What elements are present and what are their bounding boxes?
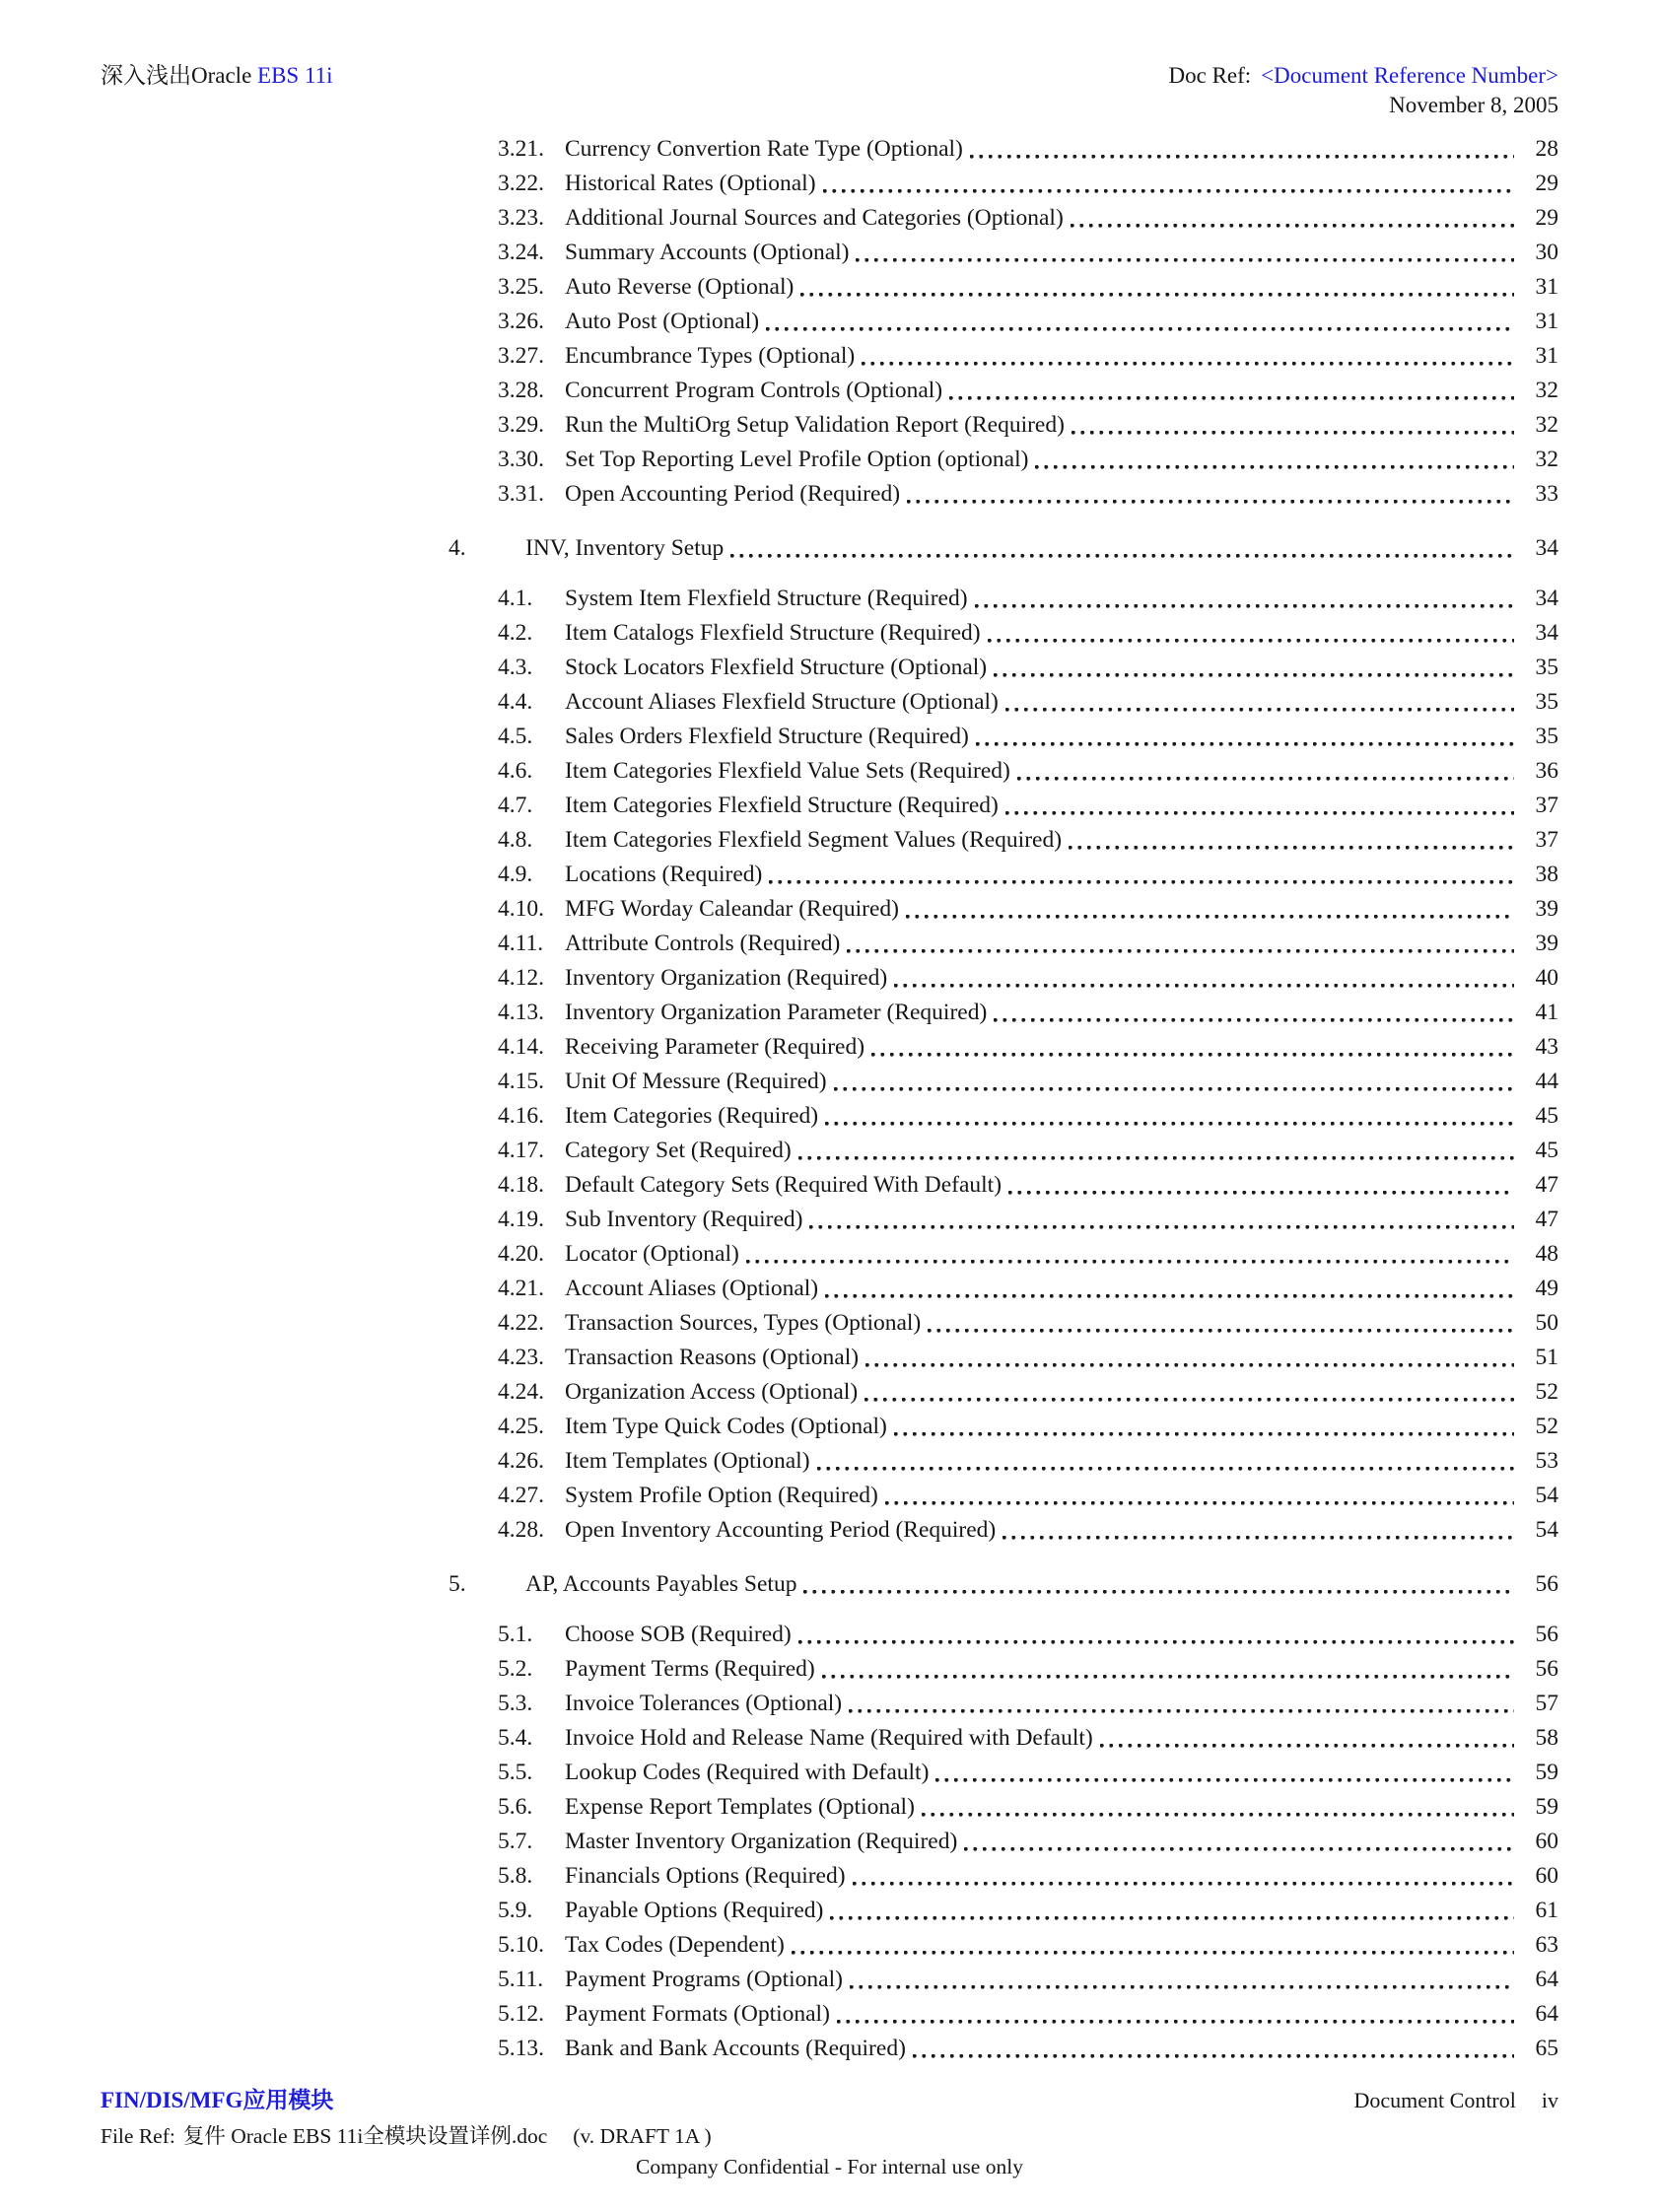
toc-entry-page: 31 — [1535, 274, 1558, 300]
toc-entry-number: 4.16. — [498, 1103, 544, 1129]
toc-entry-number: 3.26. — [498, 309, 544, 334]
file-ref-value: 复件 Oracle EBS 11i全模块设置详例.doc — [182, 2124, 548, 2148]
toc-leader-dots — [975, 582, 1514, 616]
toc-entry[interactable] — [101, 374, 1558, 408]
toc-leader-dots — [798, 1618, 1514, 1652]
toc-entry[interactable] — [101, 1513, 1558, 1548]
toc-leader-dots — [1071, 201, 1514, 236]
toc-leader-dots — [864, 1375, 1514, 1410]
toc-entry-number: 4.12. — [498, 965, 544, 991]
toc-entry-page: 35 — [1535, 689, 1558, 715]
toc-leader-dots — [800, 270, 1514, 305]
toc-entry[interactable] — [101, 1203, 1558, 1237]
toc-entry-title: Open Accounting Period (Required) — [565, 481, 901, 507]
toc-entry-page: 47 — [1535, 1207, 1558, 1232]
toc-entry-page: 34 — [1535, 586, 1558, 611]
toc-leader-dots — [798, 1134, 1514, 1168]
toc-entry-number: 3.25. — [498, 274, 544, 300]
toc-entry-number: 4.19. — [498, 1207, 544, 1232]
toc-entry-page: 56 — [1535, 1656, 1558, 1682]
toc-entry-page: 59 — [1535, 1760, 1558, 1785]
toc-entry-number: 3.28. — [498, 378, 544, 403]
module-label: FIN/DIS/MFG应用模块 — [101, 2088, 334, 2112]
toc-entry-title: Auto Post (Optional) — [565, 309, 760, 334]
toc-entry-page: 51 — [1535, 1345, 1558, 1370]
toc-leader-dots — [907, 477, 1514, 512]
toc-entry-title: Default Category Sets (Required With Default) — [565, 1172, 1002, 1198]
toc-leader-dots — [906, 892, 1514, 927]
toc-entry[interactable] — [101, 1444, 1558, 1479]
toc-entry-title: AP, Accounts Payables Setup — [525, 1571, 797, 1597]
toc-entry-title: Payment Terms (Required) — [565, 1656, 815, 1682]
toc-entry-title: Choose SOB (Required) — [565, 1622, 792, 1647]
toc-leader-dots — [1017, 754, 1514, 789]
toc-entry-title: Payment Formats (Optional) — [565, 2001, 830, 2027]
toc-leader-dots — [885, 1479, 1514, 1513]
toc-entry[interactable] — [101, 1652, 1558, 1687]
toc-entry[interactable] — [101, 1859, 1558, 1894]
toc-leader-dots — [746, 1237, 1514, 1272]
toc-leader-dots — [769, 858, 1514, 892]
toc-entry-page: 28 — [1535, 136, 1558, 162]
doc-ref-label: Doc Ref: — [1168, 63, 1252, 88]
toc-entry-number: 5.8. — [498, 1863, 533, 1889]
toc-entry[interactable] — [101, 1894, 1558, 1928]
toc-entry[interactable] — [101, 720, 1558, 754]
toc-entry-title: Auto Reverse (Optional) — [565, 274, 795, 300]
toc-leader-dots — [976, 720, 1514, 754]
toc-entry-number: 4.24. — [498, 1379, 544, 1405]
toc-entry-title: Concurrent Program Controls (Optional) — [565, 378, 943, 403]
toc-entry-page: 61 — [1535, 1898, 1558, 1923]
toc-entry-title: Item Categories Flexfield Value Sets (Required) — [565, 758, 1010, 784]
toc-entry-title: Invoice Tolerances (Optional) — [565, 1691, 843, 1716]
toc-entry-page: 37 — [1535, 793, 1558, 818]
toc-leader-dots — [994, 996, 1514, 1030]
toc-leader-dots — [1005, 685, 1514, 720]
toc-entry-title: Account Aliases Flexfield Structure (Optional) — [565, 689, 999, 715]
toc-entry-title: Sales Orders Flexfield Structure (Required) — [565, 724, 969, 749]
toc-leader-dots — [928, 1306, 1514, 1341]
toc-entry-page: 54 — [1535, 1517, 1558, 1543]
toc-entry-title: Payment Programs (Optional) — [565, 1967, 843, 1992]
toc-entry-number: 4.26. — [498, 1448, 544, 1474]
toc-entry-title: Account Aliases (Optional) — [565, 1276, 819, 1301]
toc-entry[interactable] — [101, 2032, 1558, 2066]
document-date: November 8, 2005 — [1389, 93, 1558, 117]
toc-entry-title: Expense Report Templates (Optional) — [565, 1794, 915, 1820]
toc-entry-number: 4.10. — [498, 896, 544, 922]
toc-entry-page: 60 — [1535, 1829, 1558, 1854]
toc-entry-number: 5.3. — [498, 1691, 533, 1716]
toc-entry-page: 56 — [1535, 1571, 1558, 1597]
toc-entry[interactable] — [101, 443, 1558, 477]
toc-entry-title: Additional Journal Sources and Categories (Optional) — [565, 205, 1064, 231]
toc-entry-title: Encumbrance Types (Optional) — [565, 343, 856, 369]
toc-entry[interactable] — [101, 132, 1558, 167]
toc-leader-dots — [847, 927, 1514, 961]
toc-entry-number: 4.15. — [498, 1069, 544, 1094]
toc-leader-dots — [1100, 1721, 1514, 1756]
toc-entry[interactable] — [101, 1410, 1558, 1444]
doc-ref — [1169, 63, 1559, 89]
toc-leader-dots — [853, 1859, 1514, 1894]
toc-entry-page: 44 — [1535, 1069, 1558, 1094]
toc-entry-title: Item Categories (Required) — [565, 1103, 819, 1129]
toc-entry-number: 4.18. — [498, 1172, 544, 1198]
toc-entry-title: Historical Rates (Optional) — [565, 171, 816, 196]
toc-entry-title: System Profile Option (Required) — [565, 1483, 878, 1508]
toc-entry-number: 5.13. — [498, 2036, 544, 2061]
toc-entry[interactable] — [101, 892, 1558, 927]
toc-entry-number: 4.6. — [498, 758, 533, 784]
toc-entry-page: 39 — [1535, 896, 1558, 922]
confidentiality-notice: Company Confidential - For internal use only — [636, 2155, 1023, 2178]
toc-entry-number: 4.23. — [498, 1345, 544, 1370]
toc — [101, 132, 1558, 2066]
toc-entry-title: Invoice Hold and Release Name (Required with Default) — [565, 1725, 1093, 1751]
toc-leader-dots — [871, 1030, 1514, 1065]
footer-first-line — [101, 2082, 1558, 2114]
document-control-label: Document Control — [1353, 2088, 1516, 2112]
toc-entry[interactable] — [101, 305, 1558, 339]
toc-entry-page: 60 — [1535, 1863, 1558, 1889]
toc-entry-page: 31 — [1535, 343, 1558, 369]
toc-leader-dots — [988, 616, 1514, 651]
toc-entry[interactable] — [101, 582, 1558, 616]
toc-entry-number: 4.11. — [498, 931, 544, 956]
toc-entry[interactable] — [101, 1825, 1558, 1859]
toc-entry-page: 64 — [1535, 1967, 1558, 1992]
toc-entry-number: 3.23. — [498, 205, 544, 231]
toc-leader-dots — [823, 167, 1514, 201]
toc-entry-page: 49 — [1535, 1276, 1558, 1301]
toc-leader-dots — [1008, 1168, 1514, 1203]
toc-entry[interactable] — [101, 1997, 1558, 2032]
toc-leader-dots — [913, 2032, 1514, 2066]
toc-entry-number: 4.21. — [498, 1276, 544, 1301]
toc-leader-dots — [792, 1928, 1514, 1963]
toc-leader-dots — [766, 305, 1514, 339]
toc-leader-dots — [803, 1567, 1514, 1602]
toc-entry-title: Organization Access (Optional) — [565, 1379, 859, 1405]
toc-entry[interactable] — [101, 236, 1558, 270]
toc-entry-page: 32 — [1535, 447, 1558, 472]
toc-entry[interactable] — [101, 270, 1558, 305]
toc-entry[interactable] — [101, 167, 1558, 201]
toc-entry-title: Category Set (Required) — [565, 1138, 792, 1163]
toc-entry-page: 45 — [1535, 1103, 1558, 1129]
toc-entry-number: 3.22. — [498, 171, 544, 196]
toc-entry-page: 53 — [1535, 1448, 1558, 1474]
toc-entry[interactable] — [101, 1168, 1558, 1203]
toc-entry-number: 5. — [449, 1571, 466, 1597]
toc-leader-dots — [1035, 443, 1514, 477]
toc-entry-page: 50 — [1535, 1310, 1558, 1336]
toc-entry-title: Open Inventory Accounting Period (Required) — [565, 1517, 997, 1543]
toc-entry-page: 29 — [1535, 205, 1558, 231]
toc-entry-number: 3.31. — [498, 481, 544, 507]
toc-entry-number: 4.8. — [498, 827, 533, 853]
toc-entry-number: 4.17. — [498, 1138, 544, 1163]
toc-entry-page: 32 — [1535, 378, 1558, 403]
toc-entry[interactable] — [101, 201, 1558, 236]
toc-leader-dots — [730, 531, 1514, 566]
document-control — [1354, 2088, 1559, 2113]
toc-entry-page: 40 — [1535, 965, 1558, 991]
toc-entry[interactable] — [101, 339, 1558, 374]
toc-leader-dots — [850, 1963, 1514, 1997]
toc-entry-number: 4.3. — [498, 655, 533, 680]
toc-leader-dots — [865, 1341, 1514, 1375]
toc-entry-page: 58 — [1535, 1725, 1558, 1751]
toc-entry[interactable] — [101, 927, 1558, 961]
toc-entry-page: 54 — [1535, 1483, 1558, 1508]
toc-entry[interactable] — [101, 685, 1558, 720]
toc-entry[interactable] — [101, 1479, 1558, 1513]
toc-entry-page: 35 — [1535, 655, 1558, 680]
toc-leader-dots — [935, 1756, 1514, 1790]
toc-entry-title: Locations (Required) — [565, 862, 763, 887]
toc-leader-dots — [862, 339, 1514, 374]
page-header — [101, 57, 1558, 90]
document-title — [101, 57, 333, 90]
toc-entry-number: 4. — [449, 535, 466, 561]
toc-entry[interactable] — [101, 1928, 1558, 1963]
toc-entry-page: 33 — [1535, 481, 1558, 507]
toc-entry-title: Tax Codes (Dependent) — [565, 1932, 785, 1958]
toc-entry-title: Bank and Bank Accounts (Required) — [565, 2036, 906, 2061]
toc-entry-number: 4.5. — [498, 724, 533, 749]
page-footer — [101, 2082, 1558, 2179]
toc-leader-dots — [949, 374, 1514, 408]
toc-entry[interactable] — [101, 754, 1558, 789]
toc-entry-number: 5.12. — [498, 2001, 544, 2027]
toc-entry-page: 30 — [1535, 240, 1558, 265]
toc-entry[interactable] — [101, 1306, 1558, 1341]
toc-entry-title: Item Categories Flexfield Structure (Required) — [565, 793, 999, 818]
toc-leader-dots — [809, 1203, 1514, 1237]
toc-entry-number: 5.6. — [498, 1794, 533, 1820]
toc-entry[interactable] — [101, 1721, 1558, 1756]
toc-entry[interactable] — [101, 408, 1558, 443]
toc-entry-title: Item Catalogs Flexfield Structure (Required) — [565, 620, 981, 646]
toc-entry-number: 4.25. — [498, 1414, 544, 1439]
toc-section-entry[interactable] — [101, 531, 1558, 566]
toc-entry-title: Transaction Reasons (Optional) — [565, 1345, 860, 1370]
toc-entry-page: 39 — [1535, 931, 1558, 956]
toc-entry[interactable] — [101, 1963, 1558, 1997]
toc-entry-page: 35 — [1535, 724, 1558, 749]
toc-leader-dots — [1069, 823, 1514, 858]
toc-entry-number: 3.29. — [498, 412, 544, 438]
page-number-roman: iv — [1541, 2088, 1558, 2112]
toc-entry-title: Inventory Organization Parameter (Required) — [565, 1000, 988, 1025]
toc-entry-number: 4.9. — [498, 862, 533, 887]
file-ref-line — [101, 2119, 1558, 2150]
toc-leader-dots — [1071, 408, 1514, 443]
document-title-product: EBS 11i — [257, 63, 333, 88]
toc-entry[interactable] — [101, 1237, 1558, 1272]
toc-entry-number: 5.9. — [498, 1898, 533, 1923]
toc-leader-dots — [894, 961, 1514, 996]
toc-entry-page: 32 — [1535, 412, 1558, 438]
toc-entry-page: 45 — [1535, 1138, 1558, 1163]
toc-entry-title: Lookup Codes (Required with Default) — [565, 1760, 930, 1785]
toc-entry-title: Item Type Quick Codes (Optional) — [565, 1414, 887, 1439]
toc-entry-number: 4.28. — [498, 1517, 544, 1543]
toc-entry[interactable] — [101, 1756, 1558, 1790]
toc-leader-dots — [830, 1894, 1514, 1928]
toc-leader-dots — [1005, 789, 1514, 823]
toc-entry-title: Set Top Reporting Level Profile Option (optional) — [565, 447, 1029, 472]
toc-entry-page: 29 — [1535, 171, 1558, 196]
toc-leader-dots — [849, 1687, 1514, 1721]
toc-entry-number: 4.2. — [498, 620, 533, 646]
toc-entry-page: 43 — [1535, 1034, 1558, 1060]
toc-entry-title: Locator (Optional) — [565, 1241, 739, 1267]
toc-entry-title: Unit Of Messure (Required) — [565, 1069, 827, 1094]
toc-entry-number: 5.2. — [498, 1656, 533, 1682]
toc-entry-title: INV, Inventory Setup — [525, 535, 725, 561]
toc-leader-dots — [994, 651, 1514, 685]
document-title-prefix: 深入浅出Oracle — [101, 63, 258, 88]
toc-entry-title: Item Categories Flexfield Segment Values (Required) — [565, 827, 1063, 853]
toc-entry[interactable] — [101, 1790, 1558, 1825]
toc-entry-title: Transaction Sources, Types (Optional) — [565, 1310, 922, 1336]
toc-entry-number: 3.24. — [498, 240, 544, 265]
toc-entry-title: Attribute Controls (Required) — [565, 931, 841, 956]
toc-section-entry[interactable] — [101, 1567, 1558, 1602]
toc-entry-number: 4.4. — [498, 689, 533, 715]
toc-leader-dots — [825, 1272, 1514, 1306]
toc-entry-number: 3.21. — [498, 136, 544, 162]
toc-entry-number: 5.5. — [498, 1760, 533, 1785]
toc-entry-number: 5.1. — [498, 1622, 533, 1647]
toc-entry[interactable] — [101, 1272, 1558, 1306]
toc-entry-title: Payable Options (Required) — [565, 1898, 824, 1923]
toc-entry-page: 34 — [1535, 620, 1558, 646]
toc-entry[interactable] — [101, 477, 1558, 512]
toc-entry-page: 63 — [1535, 1932, 1558, 1958]
toc-entry-title: Financials Options (Required) — [565, 1863, 846, 1889]
toc-entry-title: Receiving Parameter (Required) — [565, 1034, 865, 1060]
toc-leader-dots — [817, 1444, 1514, 1479]
toc-entry-number: 5.4. — [498, 1725, 533, 1751]
file-ref-label: File Ref: — [101, 2124, 175, 2148]
toc-entry[interactable] — [101, 616, 1558, 651]
toc-entry[interactable] — [101, 1375, 1558, 1410]
version-label: (v. DRAFT 1A ) — [573, 2124, 712, 2148]
toc-entry-page: 48 — [1535, 1241, 1558, 1267]
toc-entry-page: 41 — [1535, 1000, 1558, 1025]
toc-entry-title: Sub Inventory (Required) — [565, 1207, 803, 1232]
toc-entry-title: Inventory Organization (Required) — [565, 965, 888, 991]
toc-entry[interactable] — [101, 651, 1558, 685]
toc-entry[interactable] — [101, 1618, 1558, 1652]
toc-entry-number: 4.1. — [498, 586, 533, 611]
toc-entry-page: 38 — [1535, 862, 1558, 887]
toc-leader-dots — [822, 1652, 1514, 1687]
toc-entry-number: 4.13. — [498, 1000, 544, 1025]
toc-entry-page: 52 — [1535, 1414, 1558, 1439]
toc-entry[interactable] — [101, 961, 1558, 996]
toc-entry-number: 5.10. — [498, 1932, 544, 1958]
toc-entry-title: Currency Convertion Rate Type (Optional) — [565, 136, 963, 162]
toc-entry-title: Summary Accounts (Optional) — [565, 240, 850, 265]
toc-entry-page: 47 — [1535, 1172, 1558, 1198]
toc-leader-dots — [922, 1790, 1514, 1825]
toc-entry[interactable] — [101, 1134, 1558, 1168]
toc-leader-dots — [1002, 1513, 1514, 1548]
toc-entry-page: 31 — [1535, 309, 1558, 334]
toc-entry-title: Stock Locators Flexfield Structure (Optional) — [565, 655, 988, 680]
toc-leader-dots — [834, 1065, 1514, 1099]
toc-leader-dots — [964, 1825, 1514, 1859]
toc-entry-title: Item Templates (Optional) — [565, 1448, 810, 1474]
toc-entry-title: Run the MultiOrg Setup Validation Report (Required) — [565, 412, 1065, 438]
toc-leader-dots — [825, 1099, 1514, 1134]
toc-entry[interactable] — [101, 823, 1558, 858]
toc-entry[interactable] — [101, 1341, 1558, 1375]
toc-entry[interactable] — [101, 1687, 1558, 1721]
toc-entry-title: MFG Worday Caleandar (Required) — [565, 896, 899, 922]
toc-entry-number: 5.7. — [498, 1829, 533, 1854]
doc-ref-value: <Document Reference Number> — [1261, 63, 1558, 88]
toc-entry[interactable] — [101, 789, 1558, 823]
toc-entry-page: 34 — [1535, 535, 1558, 561]
toc-entry[interactable] — [101, 996, 1558, 1030]
toc-leader-dots — [894, 1410, 1514, 1444]
toc-entry[interactable] — [101, 1099, 1558, 1134]
toc-entry-page: 37 — [1535, 827, 1558, 853]
toc-entry-number: 4.7. — [498, 793, 533, 818]
toc-entry-page: 64 — [1535, 2001, 1558, 2027]
toc-entry-number: 3.30. — [498, 447, 544, 472]
toc-entry-number: 4.22. — [498, 1310, 544, 1336]
toc-entry[interactable] — [101, 1065, 1558, 1099]
toc-leader-dots — [970, 132, 1514, 167]
toc-entry-page: 52 — [1535, 1379, 1558, 1405]
toc-entry[interactable] — [101, 858, 1558, 892]
toc-entry-page: 65 — [1535, 2036, 1558, 2061]
toc-entry-title: Master Inventory Organization (Required) — [565, 1829, 958, 1854]
toc-entry-page: 56 — [1535, 1622, 1558, 1647]
toc-entry-page: 57 — [1535, 1691, 1558, 1716]
toc-entry-number: 5.11. — [498, 1967, 544, 1992]
toc-entry-number: 3.27. — [498, 343, 544, 369]
toc-leader-dots — [837, 1997, 1514, 2032]
toc-entry-number: 4.20. — [498, 1241, 544, 1267]
toc-entry-title: System Item Flexfield Structure (Required) — [565, 586, 968, 611]
toc-entry-page: 36 — [1535, 758, 1558, 784]
toc-entry-number: 4.14. — [498, 1034, 544, 1060]
toc-entry-number: 4.27. — [498, 1483, 544, 1508]
toc-entry-page: 59 — [1535, 1794, 1558, 1820]
toc-leader-dots — [856, 236, 1514, 270]
toc-entry[interactable] — [101, 1030, 1558, 1065]
